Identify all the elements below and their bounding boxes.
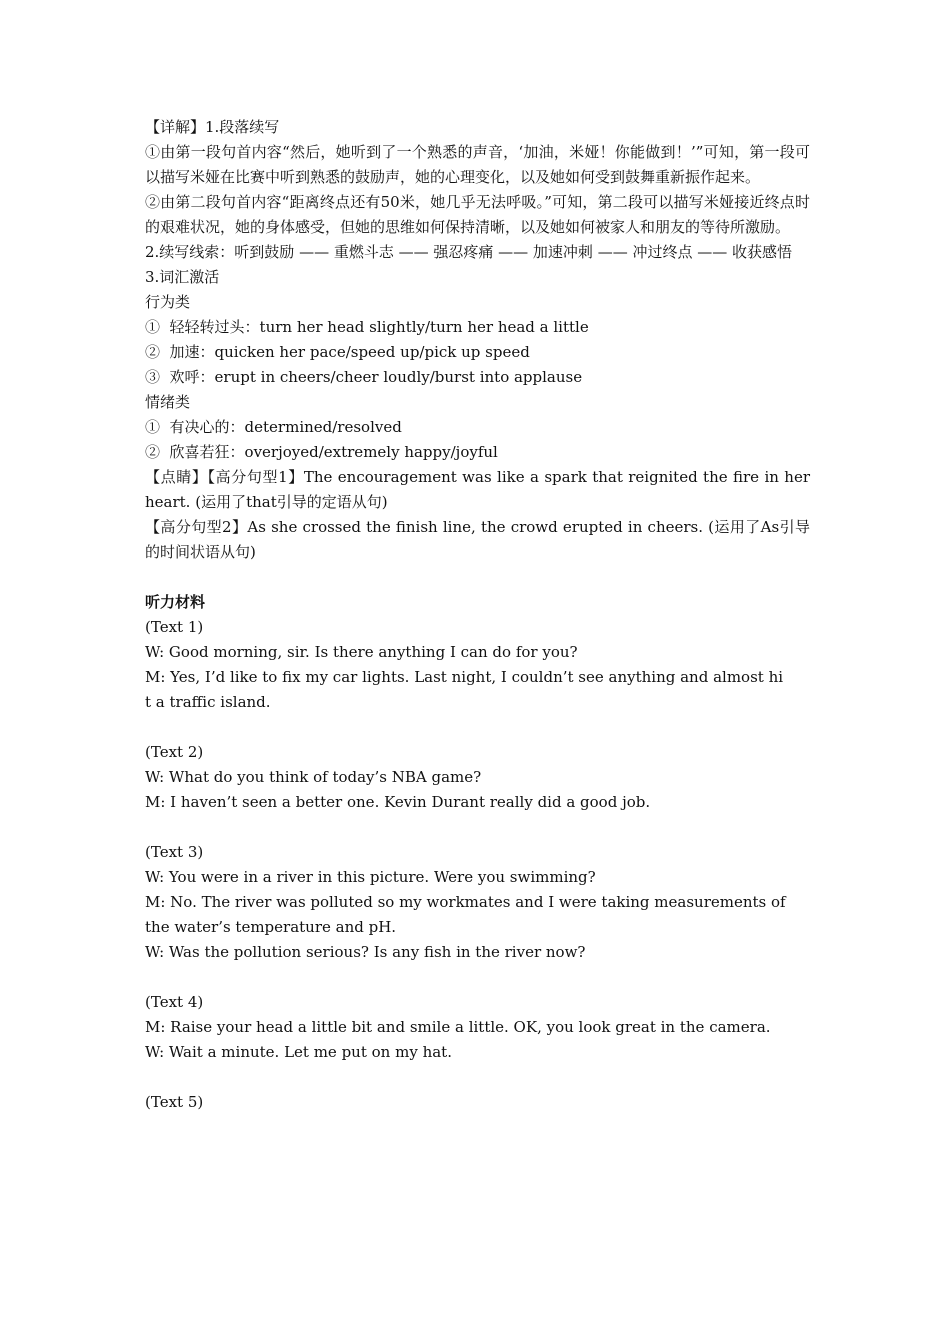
analysis-paragraph-1: ①由第一段句首内容“然后，她听到了一个熟悉的声音，‘加油，米娅！你能做到！’”可知，第一段可以描写米娅在比赛中听到熟悉的鼓励声，她的心理变化，以及她如何受到鼓舞重新振作起来。 — [145, 143, 810, 186]
document-page — [145, 115, 815, 1115]
analysis-intro: 【详解】1.段落续写 — [145, 118, 280, 136]
dialogue-line: W: Was the pollution serious? Is any fish in the river now? — [145, 943, 586, 961]
category-action: 行为类 — [145, 293, 191, 311]
spacer — [145, 1065, 810, 1090]
dialogue-line: M: Yes, I’d like to fix my car lights. Last night, I couldn’t see anything and almost hit a traffic island. — [145, 668, 784, 711]
dialogue-line: W: Good morning, sir. Is there anything I can do for you? — [145, 643, 578, 661]
dialogue-line: M: Raise your head a little bit and smile a little. OK, you look great in the camera. — [145, 1018, 771, 1036]
spacer — [145, 815, 810, 840]
text-label: (Text 3) — [145, 843, 204, 861]
dialogue-line: W: What do you think of today’s NBA game? — [145, 768, 482, 786]
dialogue-line: W: You were in a river in this picture. Were you swimming? — [145, 868, 596, 886]
writing-clues: 2.续写线索：听到鼓励 —— 重燃斗志 —— 强忍疼痛 —— 加速冲刺 —— 冲过终点 —— 收获感悟 — [145, 243, 792, 261]
vocab-title: 3.词汇激活 — [145, 268, 220, 286]
emotion-item: ① 有决心的：determined/resolved — [145, 418, 402, 436]
action-item: ① 轻轻转过头：turn her head slightly/turn her head a little — [145, 318, 589, 336]
highlight-sentence-1: 【点睛】【高分句型1】The encouragement was like a spark that reignited the fire in her heart. (运用了that引导的定语从句) — [145, 468, 815, 511]
listening-title: 听力材料 — [145, 593, 206, 611]
dialogue-line: M: No. The river was polluted so my workmates and I were taking measurements of the water’s temperature and pH. — [145, 893, 791, 936]
text-label: (Text 1) — [145, 618, 204, 636]
dialogue-line: M: I haven’t seen a better one. Kevin Durant really did a good job. — [145, 793, 651, 811]
spacer — [145, 965, 810, 990]
action-item: ③ 欢呼：erupt in cheers/cheer loudly/burst into applause — [145, 368, 583, 386]
action-item: ② 加速：quicken her pace/speed up/pick up speed — [145, 343, 530, 361]
highlight-sentence-2: 【高分句型2】As she crossed the finish line, the crowd erupted in cheers. (运用了As引导的时间状语从句) — [145, 518, 810, 561]
emotion-item: ② 欣喜若狂：overjoyed/extremely happy/joyful — [145, 443, 498, 461]
text-label: (Text 2) — [145, 743, 204, 761]
dialogue-line: W: Wait a minute. Let me put on my hat. — [145, 1043, 452, 1061]
category-emotion: 情绪类 — [145, 393, 191, 411]
text-label: (Text 5) — [145, 1093, 204, 1111]
spacer — [145, 565, 810, 590]
spacer — [145, 715, 810, 740]
analysis-paragraph-2: ②由第二段句首内容“距离终点还有50米，她几乎无法呼吸。”可知，第二段可以描写米娅接近终点时的艰难状况，她的身体感受，但她的思维如何保持清晰，以及她如何被家人和朋友的等待所激励。 — [145, 193, 810, 236]
text-label: (Text 4) — [145, 993, 204, 1011]
